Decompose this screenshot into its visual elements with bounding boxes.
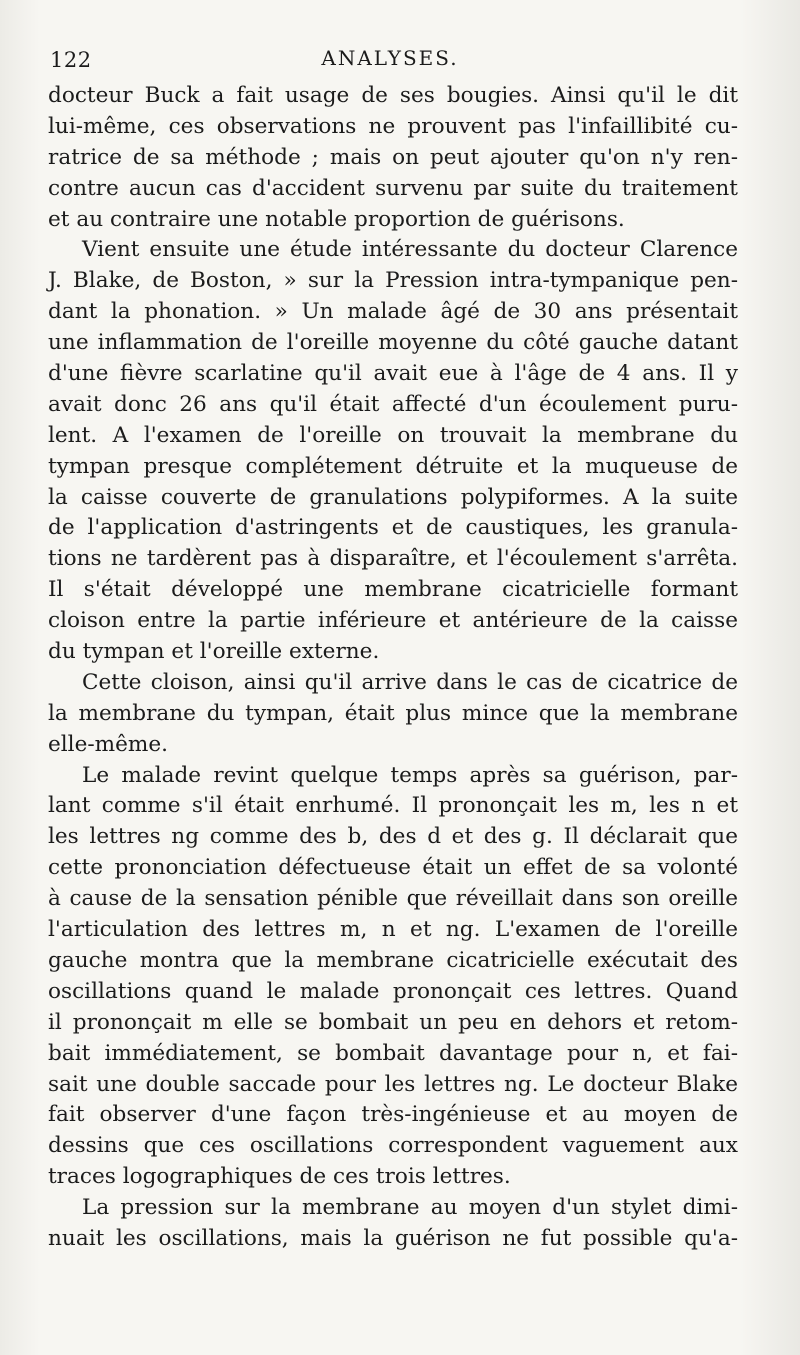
text-line: cette prononciation défectueuse était un effet de sa volonté <box>48 855 738 881</box>
running-head: ANALYSES. <box>321 46 459 70</box>
text-line: fait observer d'une façon très-ingénieuse et au moyen de <box>48 1102 738 1128</box>
text-line: gauche montra que la membrane cicatricielle exécutait des <box>48 947 738 973</box>
text-line: d'une fièvre scarlatine qu'il avait eue à l'âge de 4 ans. Il y <box>48 361 738 387</box>
text-line: Vient ensuite une étude intéressante du docteur Clarence <box>82 237 738 263</box>
text-line: J. Blake, de Boston, » sur la Pression intra-tympanique pen- <box>48 268 738 294</box>
text-line: lent. A l'examen de l'oreille on trouvait la membrane du <box>48 422 738 448</box>
text-line: traces logographiques de ces trois lettres. <box>48 1164 511 1190</box>
text-line: il prononçait m elle se bombait un peu en dehors et retom- <box>48 1009 738 1035</box>
text-line: à cause de la sensation pénible que réveillait dans son oreille <box>48 886 738 912</box>
text-line: Cette cloison, ainsi qu'il arrive dans le cas de cicatrice de <box>82 669 738 695</box>
text-line: dant la phonation. » Un malade âgé de 30 ans présentait <box>48 299 738 325</box>
text-line: sait une double saccade pour les lettres ng. Le docteur Blake <box>48 1071 738 1097</box>
text-line: avait donc 26 ans qu'il était affecté d'un écoulement puru- <box>48 391 738 417</box>
text-line: une inflammation de l'oreille moyenne du côté gauche datant <box>48 330 738 356</box>
text-line: bait immédiatement, se bombait davantage pour n, et fai- <box>48 1040 738 1066</box>
text-line: les lettres ng comme des b, des d et des g. Il déclarait que <box>48 824 738 850</box>
text-line: tympan presque complétement détruite et la muqueuse de <box>48 453 738 479</box>
text-line: cloison entre la partie inférieure et antérieure de la caisse <box>48 608 738 634</box>
text-line: lui-même, ces observations ne prouvent pas l'infaillibité cu- <box>48 113 738 139</box>
text-line: la caisse couverte de granulations polypiformes. A la suite <box>48 484 738 510</box>
text-line: et au contraire une notable proportion de guérisons. <box>48 206 625 232</box>
text-line: elle-même. <box>48 731 169 757</box>
text-line: lant comme s'il était enrhumé. Il prononçait les m, les n et <box>48 793 738 819</box>
body-text <box>48 81 738 1255</box>
text-line: ratrice de sa méthode ; mais on peut ajouter qu'on n'y ren- <box>48 144 738 170</box>
text-line: contre aucun cas d'accident survenu par suite du traitement <box>48 175 738 201</box>
text-line: docteur Buck a fait usage de ses bougies. Ainsi qu'il le dit <box>48 83 738 108</box>
page-number: 122 <box>50 48 92 72</box>
text-line: nuait les oscillations, mais la guérison ne fut possible qu'a- <box>48 1225 738 1251</box>
text-line: l'articulation des lettres m, n et ng. L'examen de l'oreille <box>48 917 738 943</box>
text-line: Le malade revint quelque temps après sa guérison, par- <box>82 762 738 788</box>
text-line: oscillations quand le malade prononçait ces lettres. Quand <box>48 978 738 1004</box>
text-line: de l'application d'astringents et de caustiques, les granula- <box>48 515 738 541</box>
page-header <box>50 40 730 80</box>
text-line: Il s'était développé une membrane cicatricielle formant <box>48 577 738 603</box>
text-line: dessins que ces oscillations correspondent vaguement aux <box>48 1133 738 1159</box>
text-line: tions ne tardèrent pas à disparaître, et l'écoulement s'arrêta. <box>48 546 738 572</box>
text-line: du tympan et l'oreille externe. <box>48 639 380 665</box>
text-line: La pression sur la membrane au moyen d'un stylet dimi- <box>82 1195 738 1221</box>
text-line: la membrane du tympan, était plus mince que la membrane <box>48 700 738 726</box>
